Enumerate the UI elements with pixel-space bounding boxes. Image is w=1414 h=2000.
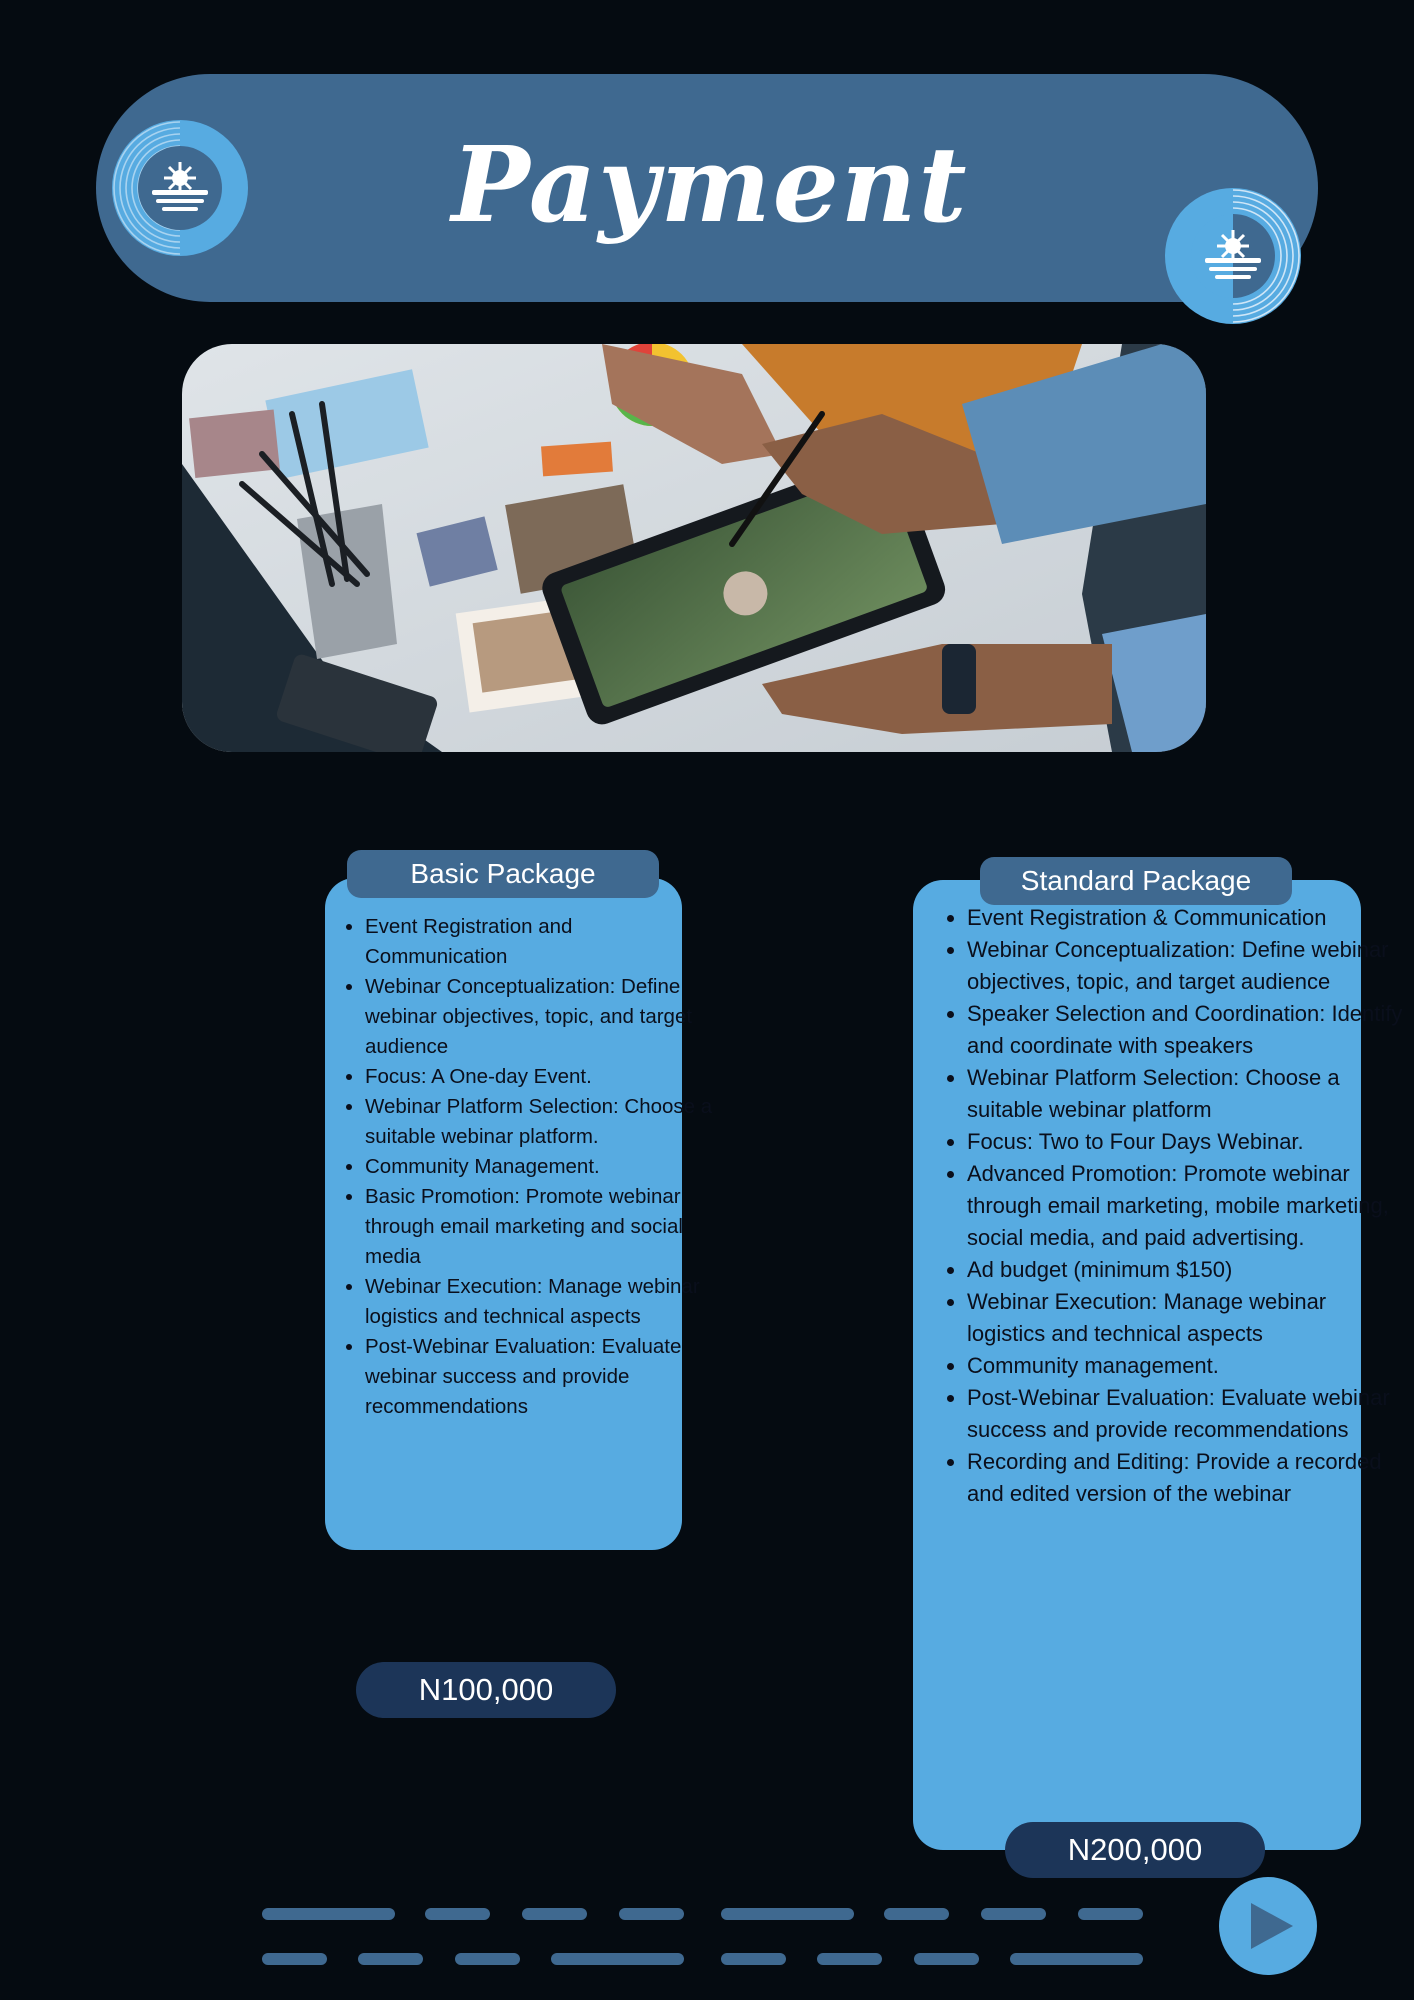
hero-photo <box>182 344 1206 752</box>
play-icon <box>1251 1903 1293 1949</box>
play-button[interactable] <box>1219 1877 1317 1975</box>
sun-over-waves-icon <box>112 120 248 256</box>
dash <box>1010 1953 1143 1965</box>
dash <box>817 1953 882 1965</box>
list-item: • Post-Webinar Evaluation: Evaluate webinar success and provide recommendations <box>967 1382 1409 1446</box>
list-item: • Focus: Two to Four Days Webinar. <box>967 1126 1409 1158</box>
dash <box>1078 1908 1143 1920</box>
dash <box>425 1908 490 1920</box>
list-item: • Webinar Conceptualization: Define webinar objectives, topic, and target audience <box>967 934 1409 998</box>
dash <box>262 1953 327 1965</box>
list-item: • Basic Promotion: Promote webinar through email marketing and social media <box>365 1182 716 1272</box>
list-item: • Community management. <box>967 1350 1409 1382</box>
page-title: Payment <box>451 123 969 246</box>
basic-price-badge: N100,000 <box>356 1662 616 1718</box>
list-item: • Advanced Promotion: Promote webinar through email marketing, mobile marketing, social media, and paid advertising. <box>967 1158 1409 1254</box>
dash <box>358 1953 423 1965</box>
basic-package-card <box>325 878 713 1550</box>
list-item: • Webinar Execution: Manage webinar logistics and technical aspects <box>967 1286 1409 1350</box>
standard-price-badge: N200,000 <box>1005 1822 1265 1878</box>
standard-feature-list <box>913 902 1409 1510</box>
list-item: • Recording and Editing: Provide a recorded and edited version of the webinar <box>967 1446 1409 1510</box>
list-item: • Event Registration and Communication <box>365 912 716 972</box>
dash <box>721 1953 786 1965</box>
list-item: • Focus: A One-day Event. <box>365 1062 716 1092</box>
dash <box>455 1953 520 1965</box>
list-item: • Webinar Conceptualization: Define webinar objectives, topic, and target audience <box>365 972 716 1062</box>
standard-package-title: Standard Package <box>980 857 1292 905</box>
list-item: • Ad budget (minimum $150) <box>967 1254 1409 1286</box>
list-item: • Webinar Platform Selection: Choose a suitable webinar platform <box>967 1062 1409 1126</box>
list-item: • Webinar Execution: Manage webinar logistics and technical aspects <box>365 1272 716 1332</box>
standard-package-card <box>913 880 1403 1850</box>
list-item: • Post-Webinar Evaluation: Evaluate webinar success and provide recommendations <box>365 1332 716 1422</box>
dash <box>522 1908 587 1920</box>
list-item: • Community Management. <box>365 1152 716 1182</box>
dash <box>262 1908 395 1920</box>
list-item: • Event Registration & Communication <box>967 902 1409 934</box>
dash <box>884 1908 949 1920</box>
list-item: • Speaker Selection and Coordination: Identify and coordinate with speakers <box>967 998 1409 1062</box>
basic-package-title: Basic Package <box>347 850 659 898</box>
dash <box>981 1908 1046 1920</box>
dash <box>619 1908 684 1920</box>
dash <box>914 1953 979 1965</box>
basic-feature-list <box>325 912 716 1422</box>
sun-over-waves-icon <box>1165 188 1301 324</box>
list-item: • Webinar Platform Selection: Choose a suitable webinar platform. <box>365 1092 716 1152</box>
dash <box>551 1953 684 1965</box>
dash <box>721 1908 854 1920</box>
